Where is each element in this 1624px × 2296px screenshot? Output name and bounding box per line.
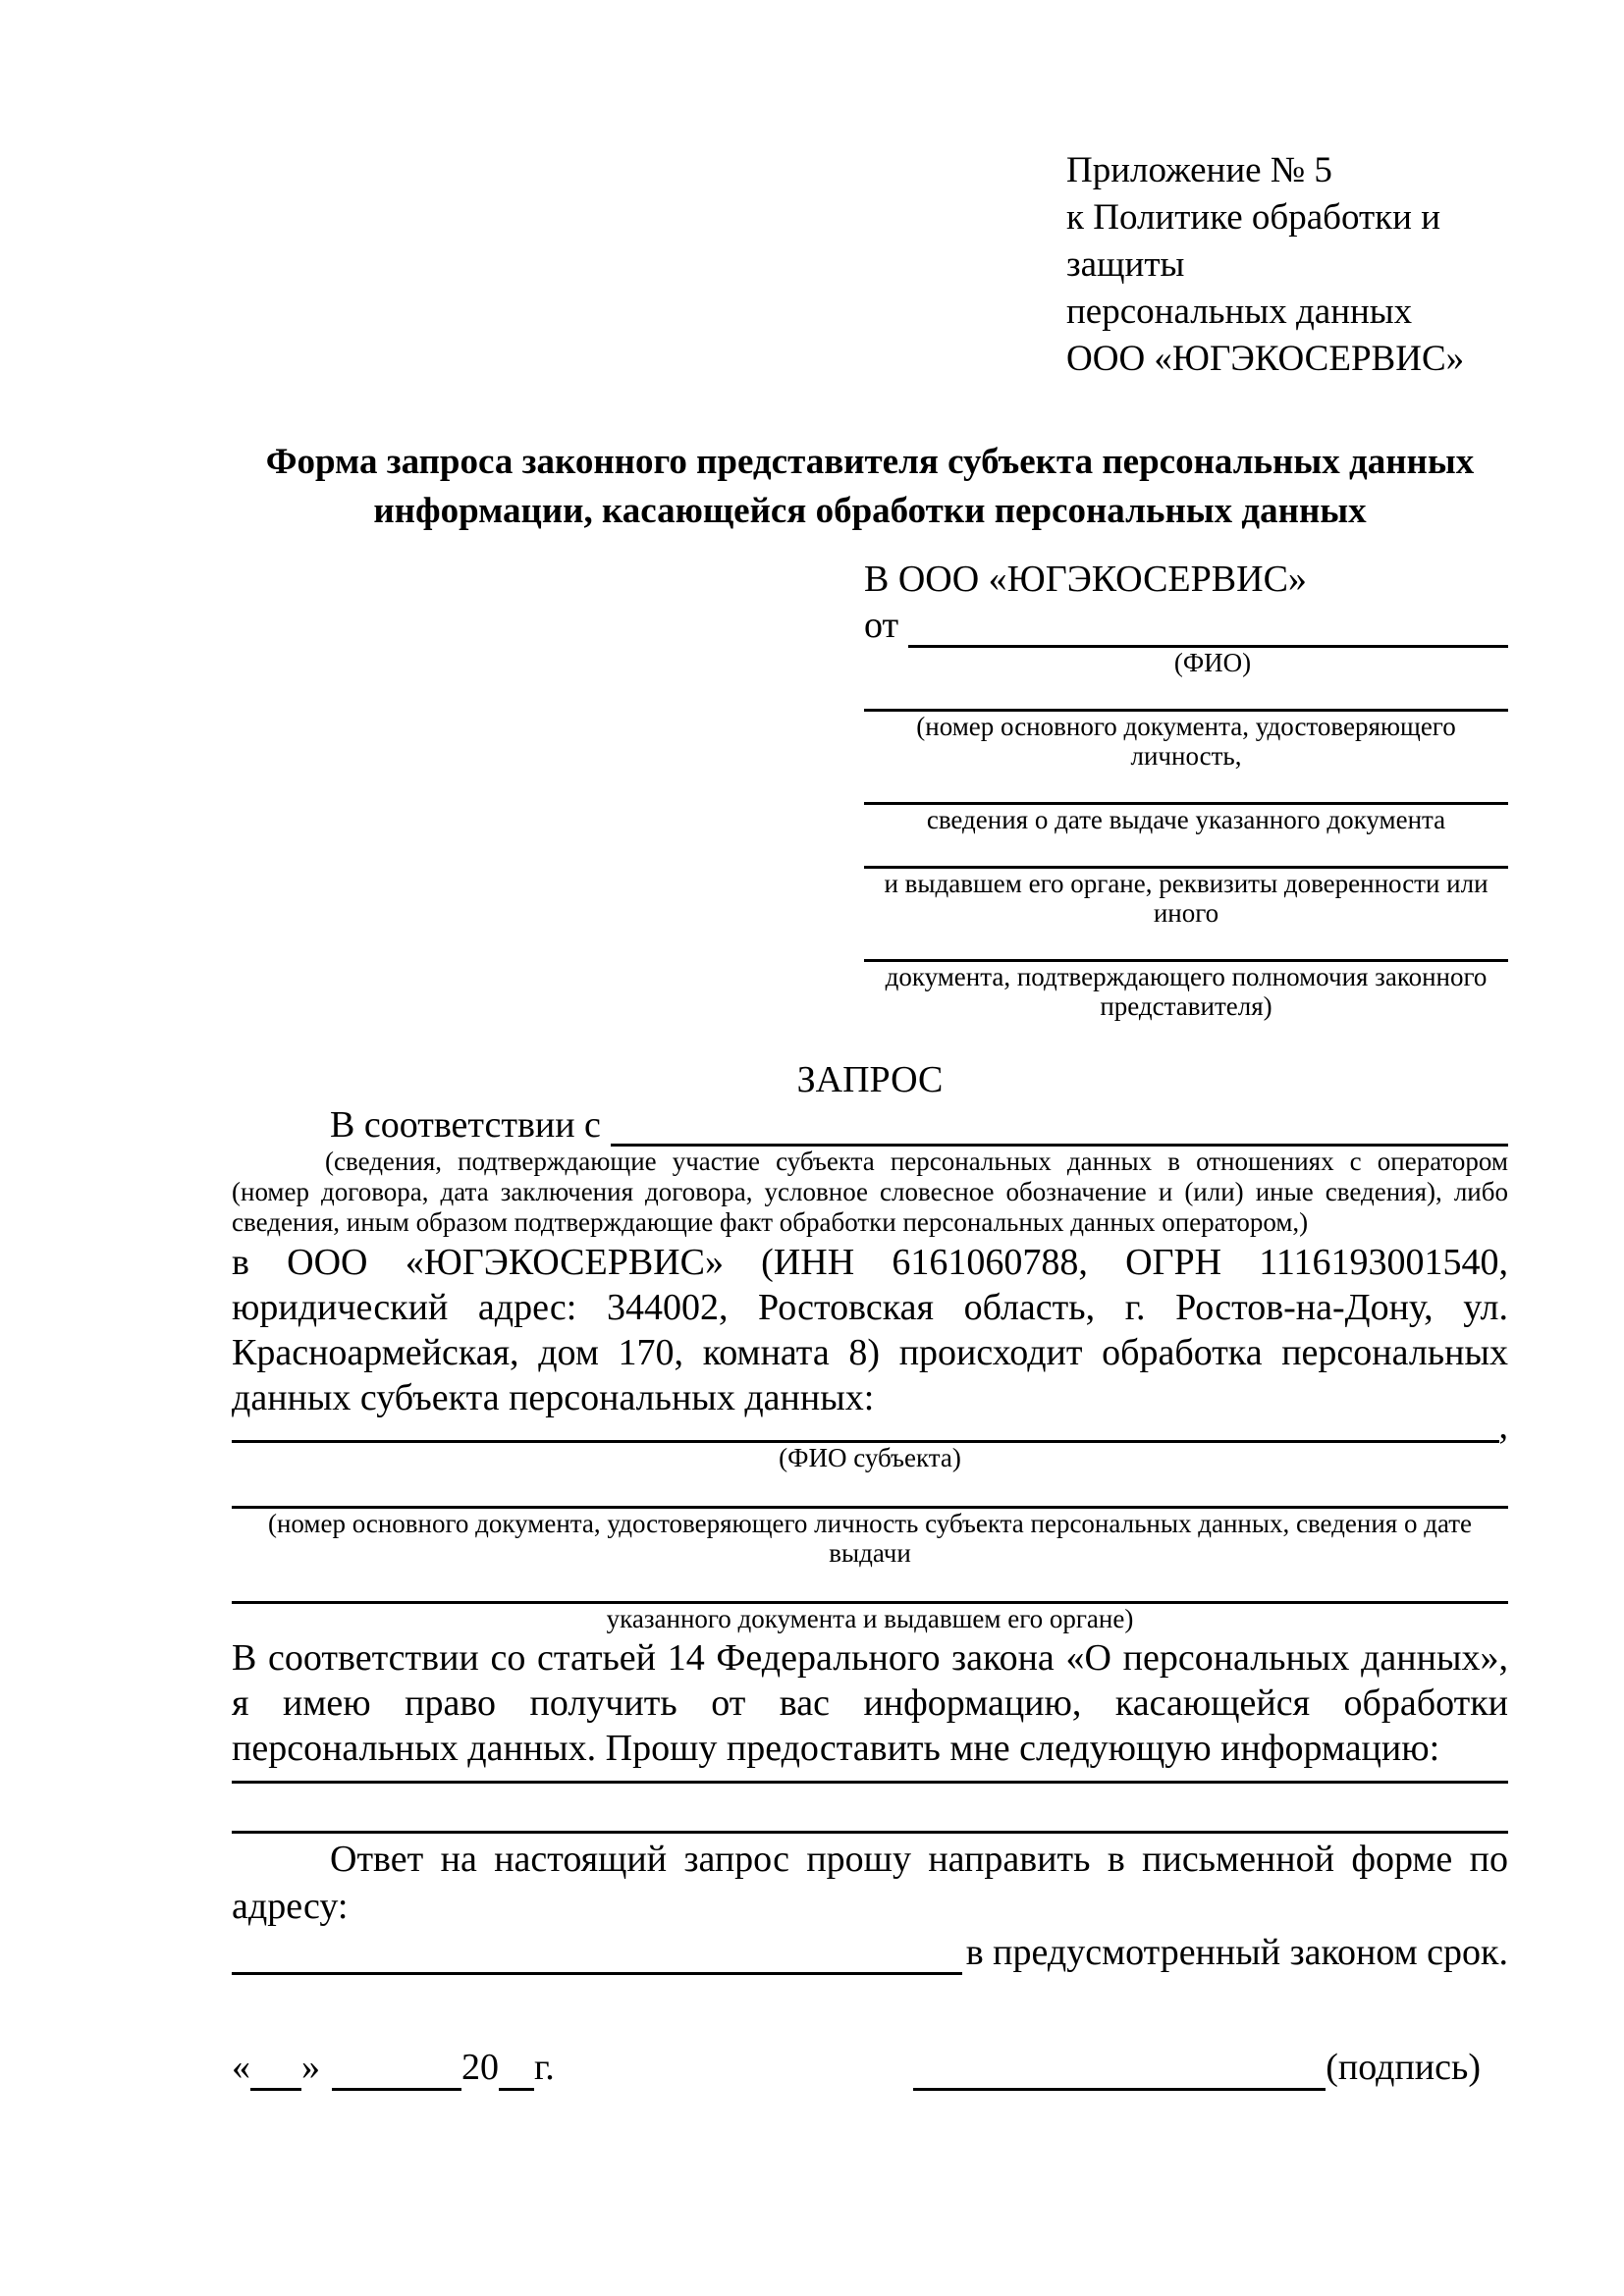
subject-doc-caption: указанного документа и выдавшем его органе) <box>606 1604 1134 1633</box>
subject-doc-caption: (номер основного документа, удостоверяющего личность субъекта персональных данных, сведения о дате выдачи <box>267 1509 1473 1568</box>
day-fill-in-line <box>250 2049 301 2091</box>
appendix-line: персональных данных <box>1066 292 1413 332</box>
intro-fill-in-line <box>611 1104 1508 1147</box>
reply-deadline-text: в предусмотренный законом срок. <box>965 1932 1508 1973</box>
subject-doc-fill-in-line <box>232 1472 1508 1509</box>
signature-fill-in-line <box>913 2049 1326 2091</box>
subject-fio-caption: (ФИО субъекта) <box>779 1443 961 1472</box>
year-fill-in-line <box>499 2049 534 2091</box>
from-label: от <box>864 605 899 646</box>
subject-doc-fill-in-line <box>232 1568 1508 1604</box>
information-fill-in-line <box>232 1784 1508 1834</box>
address-fill-in-line <box>232 1933 962 1975</box>
from-fill-in-line <box>908 606 1508 648</box>
fill-in-caption: сведения о дате выдаче указанного документа <box>926 805 1446 834</box>
operator-paragraph: в ООО «ЮГЭКОСЕРВИС» (ИНН 6161060788, ОГРН 1116193001540, юридический адрес: 344002, Ростовская область, г. Ростов-на-Дону, ул. Красноармейская, дом 170, комната 8) происходит обработка персональных данных субъекта персональных данных: <box>232 1242 1508 1418</box>
subject-fio-fill-in-line <box>232 1420 1499 1443</box>
page-title-line: Форма запроса законного представителя субъекта персональных данных <box>265 442 1475 482</box>
intro-prefix: В соответствии с <box>330 1104 601 1146</box>
appendix-line: Приложение № 5 <box>1066 150 1332 190</box>
from-field-row <box>864 603 1508 648</box>
appendix-line: ООО «ЮГЭКОСЕРВИС» <box>1066 339 1465 379</box>
signature-caption: (подпись) <box>1326 2047 1481 2088</box>
year-prefix: 20 <box>461 2047 499 2088</box>
open-quote: « <box>232 2047 250 2088</box>
intro-row <box>232 1103 1508 1147</box>
page-title-line: информации, касающейся обработки персональных данных <box>373 491 1367 531</box>
request-heading: ЗАПРОС <box>796 1059 944 1100</box>
intro-note: (сведения, подтверждающие участие субъекта персональных данных в отношениях с оператором (номер договора, дата заключения договора, условное словесное обозначение и (или) иные сведения), либо сведения, иным образом подтверждающие факт обработки персональных данных оператором,) <box>232 1147 1508 1237</box>
fill-in-caption: и выдавшем его органе, реквизиты доверенности или иного <box>884 869 1489 928</box>
comma-text: , <box>1498 1406 1508 1447</box>
addressee-to: В ООО «ЮГЭКОСЕРВИС» <box>864 559 1307 600</box>
doc-number-fill-in-line <box>864 677 1508 712</box>
footer-row <box>232 2044 1508 2091</box>
fill-in-caption: (номер основного документа, удостоверяющего личность, <box>916 712 1456 771</box>
year-suffix: г. <box>534 2047 555 2088</box>
addressee-block <box>864 556 1508 1021</box>
appendix-line: к Политике обработки и защиты <box>1066 197 1441 285</box>
close-quote: » <box>301 2047 320 2088</box>
fio-caption: (ФИО) <box>1173 648 1252 677</box>
signature-group <box>913 2044 1481 2091</box>
reply-paragraph: Ответ на настоящий запрос прошу направить в письменной форме по адресу: <box>232 1839 1508 1927</box>
reply-address-row <box>232 1930 1508 1975</box>
issue-date-fill-in-line <box>864 771 1508 805</box>
authority-doc-fill-in-line <box>864 928 1508 962</box>
law-paragraph: В соответствии со статьей 14 Федерального закона «О персональных данных», я имею право получить от вас информацию, касающейся обработки персональных данных. Прошу предоставить мне следующую информацию: <box>232 1637 1508 1769</box>
fill-in-caption: документа, подтверждающего полномочия законного представителя) <box>885 962 1488 1021</box>
page-title <box>232 438 1508 536</box>
subject-fio-row <box>232 1406 1508 1447</box>
date-group <box>232 2044 555 2091</box>
appendix-block <box>1066 147 1508 383</box>
information-fill-in-line <box>232 1771 1508 1784</box>
issuing-authority-fill-in-line <box>864 834 1508 869</box>
month-fill-in-line <box>332 2049 461 2091</box>
